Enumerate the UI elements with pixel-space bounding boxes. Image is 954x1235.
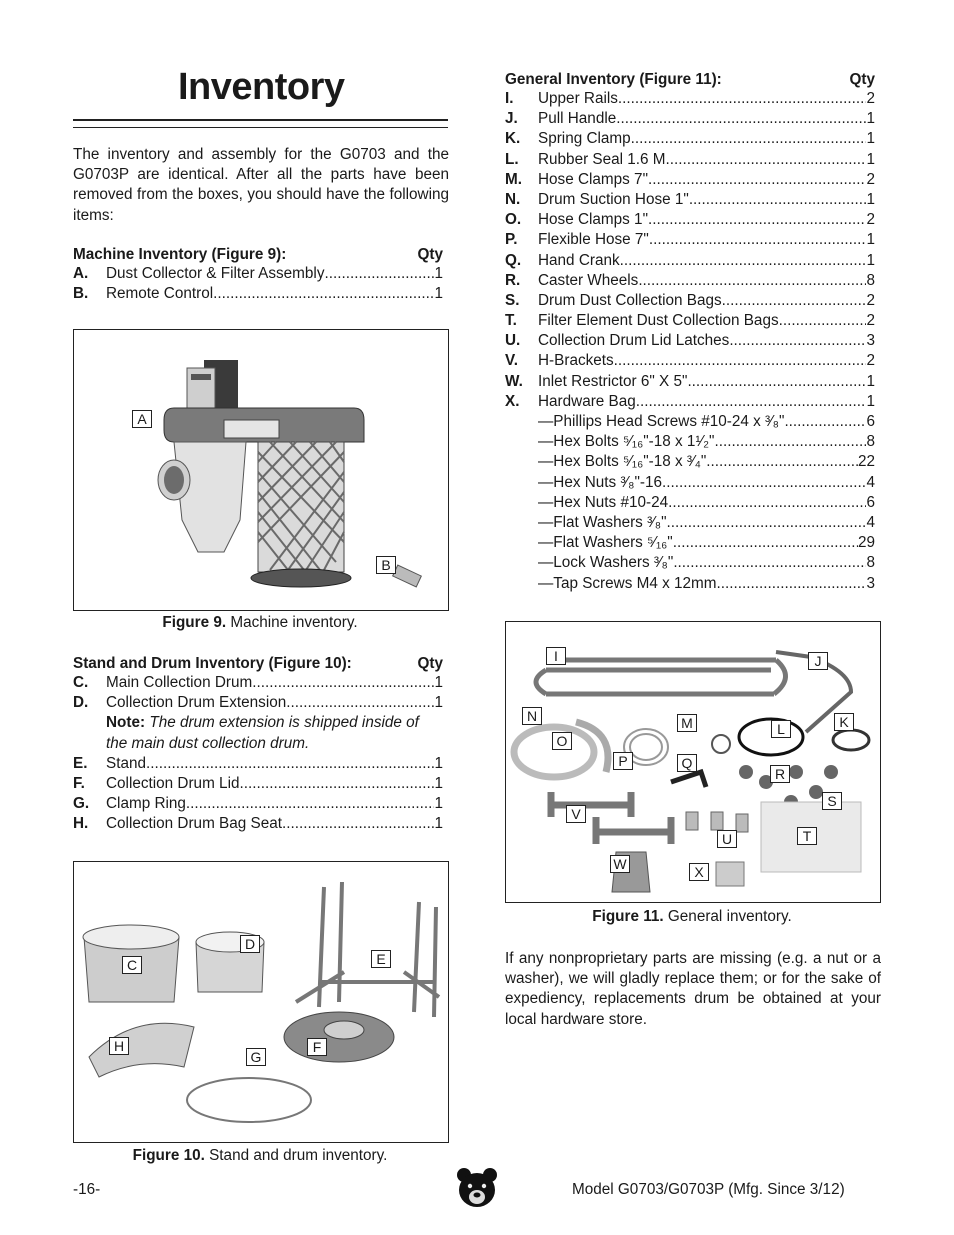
item-key: N. [505,190,521,208]
item-name: —Flat Washers ³⁄₈" [538,513,667,531]
item-key: S. [505,291,520,309]
dot-leader [636,392,867,412]
item-qty: 1 [866,251,875,269]
item-name: Flexible Hose 7" [538,231,649,249]
general-inventory-item [505,251,875,271]
figure-11-label: S [822,792,842,810]
general-inventory-item [505,392,875,412]
item-qty: 1 [866,372,875,390]
item-key [505,574,538,594]
item-qty: 1 [434,774,443,792]
general-inventory-item [505,432,875,452]
item-name: —Lock Washers ³⁄₈" [538,554,674,572]
item-key [505,513,538,533]
item-qty: 8 [866,271,875,289]
item-qty: 3 [866,332,875,350]
item-qty: 6 [866,493,875,511]
dot-leader [666,150,867,170]
machine-inventory-header: Machine Inventory (Figure 9): Qty [73,246,443,263]
figure-11-label: J [808,652,828,670]
item-key: V. [505,352,519,370]
drum-extension-note: Note: The drum extension is shipped inside of the main dust collection drum. [106,714,419,752]
figure-9-label: A [132,410,152,428]
item-key: T. [505,312,517,330]
dot-leader [252,673,434,693]
dot-leader [714,432,866,452]
figure-11-image [505,621,881,903]
general-inventory-item [505,311,875,331]
item-key [505,473,538,493]
figure-11-label: X [689,863,709,881]
dot-leader [722,291,867,311]
general-inventory-item [505,412,875,432]
item-name: Rubber Seal 1.6 M [538,150,666,168]
item-qty: 2 [866,312,875,330]
item-name: Hose Clamps 7" [538,170,648,188]
item-name: Hose Clamps 1" [538,211,648,229]
general-inventory-header: General Inventory (Figure 11): Qty [505,71,875,88]
title-rule-thin [73,127,448,128]
item-key [505,452,538,472]
item-name: Drum Suction Hose 1" [538,190,689,208]
item-qty: 1 [434,694,443,712]
general-inventory-item [505,129,875,149]
item-name: —Hex Bolts ⁵⁄₁₆"-18 x ³⁄₄" [538,453,707,471]
item-name: Upper Rails [538,90,618,107]
general-inventory-item [505,533,875,553]
dot-leader [649,230,867,250]
dot-leader [186,794,435,814]
figure-9-label: B [376,556,396,574]
general-inventory-item [505,351,875,371]
item-qty: 1 [434,285,443,303]
machine-inventory-item [73,264,443,284]
item-name: Main Collection Drum [106,674,253,691]
general-inventory-item [505,150,875,170]
figure-11-label: W [610,855,630,873]
dot-leader [286,693,434,713]
item-qty: 2 [866,170,875,188]
dot-leader [620,251,867,271]
item-key: H. [73,815,89,833]
item-name: —Hex Nuts ³⁄₈"-16 [538,473,662,491]
item-name: —Flat Washers ⁵⁄₁₆" [538,534,673,552]
dot-leader [631,129,867,149]
figure-10-caption: Figure 10. Stand and drum inventory. [132,1147,388,1164]
intro-paragraph: The inventory and assembly for the G0703 and the G0703P are identical. After all the parts have been removed from the boxes, you should have the following items: [73,146,449,224]
item-qty: 2 [866,291,875,309]
dot-leader [689,190,867,210]
item-key: C. [73,674,89,691]
item-key: U. [505,332,521,350]
item-qty: 1 [434,815,443,833]
general-inventory-item [505,553,875,573]
item-name: Hardware Bag [538,392,636,410]
figure-11-label: V [566,805,586,823]
dot-leader [638,271,866,291]
item-key: B. [73,285,89,303]
dot-leader [324,264,434,284]
figure-11-caption: Figure 11. General inventory. [592,908,792,925]
dot-leader [729,331,866,351]
figure-11-label: K [834,713,854,731]
figure-10-label: H [109,1037,129,1055]
stand-inventory-item [73,794,443,814]
item-name: —Phillips Head Screws #10-24 x ³⁄₈" [538,413,785,430]
item-name: Collection Drum Lid Latches [538,332,730,350]
item-key: I. [505,90,514,107]
item-name: Pull Handle [538,110,617,128]
item-qty: 2 [866,211,875,229]
general-inventory-item [505,452,875,472]
general-inventory-item [505,271,875,291]
dot-leader [213,284,434,304]
item-name: Hand Crank [538,251,620,269]
figure-11-label: M [677,714,697,732]
item-qty: 1 [434,795,443,813]
item-name: —Hex Nuts #10-24 [538,493,669,511]
stand-drum-inventory-list [73,655,443,835]
figure-9-image [73,329,449,611]
dot-leader [648,170,866,190]
general-inventory-item [505,372,875,392]
general-inventory-item [505,291,875,311]
item-name: —Hex Bolts ⁵⁄₁₆"-18 x 1¹⁄₂" [538,433,715,451]
figure-10-label: C [122,956,142,974]
general-inventory-item [505,170,875,190]
item-name: H-Brackets [538,352,614,370]
general-inventory-item [505,109,875,129]
item-qty: 3 [866,574,875,592]
item-key: G. [73,795,90,813]
dot-leader [784,412,866,432]
item-name: Stand [106,754,146,772]
figure-10-label: G [246,1048,266,1066]
figure-10-label: F [307,1038,327,1056]
item-qty: 1 [866,231,875,249]
figure-11-label: P [613,752,633,770]
item-key: O. [505,211,522,229]
item-name: Clamp Ring [106,795,186,813]
dot-leader [648,210,866,230]
item-key [505,412,538,432]
dot-leader [618,89,867,109]
item-name: Dust Collector & Filter Assembly [106,265,325,282]
item-name: Filter Element Dust Collection Bags [538,312,779,330]
item-qty: 1 [866,130,875,148]
item-qty: 8 [866,554,875,572]
item-key [505,533,538,553]
item-key: R. [505,271,521,289]
figure-11-label: O [552,732,572,750]
figure-10-label: D [240,935,260,953]
item-key: L. [505,150,519,168]
dot-leader [668,493,866,513]
dot-leader [282,814,434,834]
item-key: M. [505,170,522,188]
item-key [505,432,538,452]
stand-inventory-item [73,814,443,834]
figure-11-label: U [717,830,737,848]
item-name: Collection Drum Bag Seat [106,815,282,833]
item-key [505,553,538,573]
item-name: Collection Drum Lid [106,774,240,792]
general-inventory-list [505,71,875,594]
dot-leader [687,372,866,392]
item-key [505,493,538,513]
figure-11-label: T [797,827,817,845]
dot-leader [616,109,866,129]
general-inventory-item [505,89,875,109]
item-name: Spring Clamp [538,130,631,148]
item-qty: 8 [866,433,875,451]
item-qty: 1 [866,150,875,168]
item-key: J. [505,110,518,128]
dot-leader [239,774,434,794]
item-name: —Tap Screws M4 x 12mm [538,574,717,592]
model-footer: Model G0703/G0703P (Mfg. Since 3/12) [572,1181,845,1198]
general-inventory-item [505,493,875,513]
machine-inventory-item [73,284,443,304]
title-rule [73,119,448,121]
general-inventory-item [505,210,875,230]
item-key: E. [73,754,88,772]
general-inventory-item [505,513,875,533]
general-inventory-item [505,331,875,351]
item-key: D. [73,694,89,712]
stand-inventory-item [73,774,443,794]
dot-leader [662,473,867,493]
item-key: P. [505,231,518,249]
figure-11-label: R [770,765,790,783]
figure-10-image [73,861,449,1143]
item-name: Collection Drum Extension [106,694,287,712]
item-qty: 2 [866,352,875,370]
item-key: W. [505,372,523,390]
page-number: -16- [73,1181,101,1198]
item-key: A. [73,265,89,282]
item-qty: 1 [434,265,443,282]
item-name: Caster Wheels [538,271,639,289]
closing-paragraph: If any nonproprietary parts are missing (e.g. a nut or a washer), we will gladly replace them; or for the sake of expediency, replacements drum be obtained at your local hardware store. [505,950,881,1028]
dot-leader [717,574,867,594]
item-qty: 1 [866,392,875,410]
item-qty: 1 [434,674,443,691]
general-inventory-item [505,574,875,594]
item-qty: 1 [434,754,443,772]
figure-11-label: N [522,707,542,725]
figure-10-label: E [371,950,391,968]
figure-11-label: I [546,647,566,665]
item-name: Inlet Restrictor 6" X 5" [538,372,688,390]
general-inventory-item [505,230,875,250]
machine-inventory-list [73,246,443,304]
figure-11-label: L [771,720,791,738]
item-qty: 4 [866,513,875,531]
figure-11-label: Q [677,754,697,772]
stand-drum-illustration [74,862,448,1142]
stand-inventory-item [73,673,443,693]
dot-leader [779,311,867,331]
page-title: Inventory [178,66,345,108]
item-qty: 4 [866,473,875,491]
item-qty: 22 [857,453,875,471]
item-key: F. [73,774,85,792]
item-key: X. [505,392,520,410]
dot-leader [706,452,858,472]
dot-leader [614,351,867,371]
item-qty: 29 [857,534,875,552]
dot-leader [673,553,866,573]
figure-9-caption: Figure 9. Machine inventory. [162,614,358,631]
item-qty: 1 [866,190,875,208]
stand-inventory-item [73,754,443,774]
item-qty: 1 [866,110,875,128]
general-inventory-item [505,190,875,210]
dot-leader [667,513,867,533]
general-inventory-item [505,473,875,493]
item-qty: 2 [866,90,875,107]
item-name: Drum Dust Collection Bags [538,291,722,309]
item-key: Q. [505,251,522,269]
item-name: Remote Control [106,285,214,303]
item-qty: 6 [866,413,875,430]
stand-inventory-item [73,693,443,713]
bear-head-icon [455,1166,499,1210]
item-key: K. [505,130,521,148]
dot-leader [673,533,858,553]
dot-leader [146,754,435,774]
stand-inventory-header: Stand and Drum Inventory (Figure 10): Qty [73,655,443,672]
